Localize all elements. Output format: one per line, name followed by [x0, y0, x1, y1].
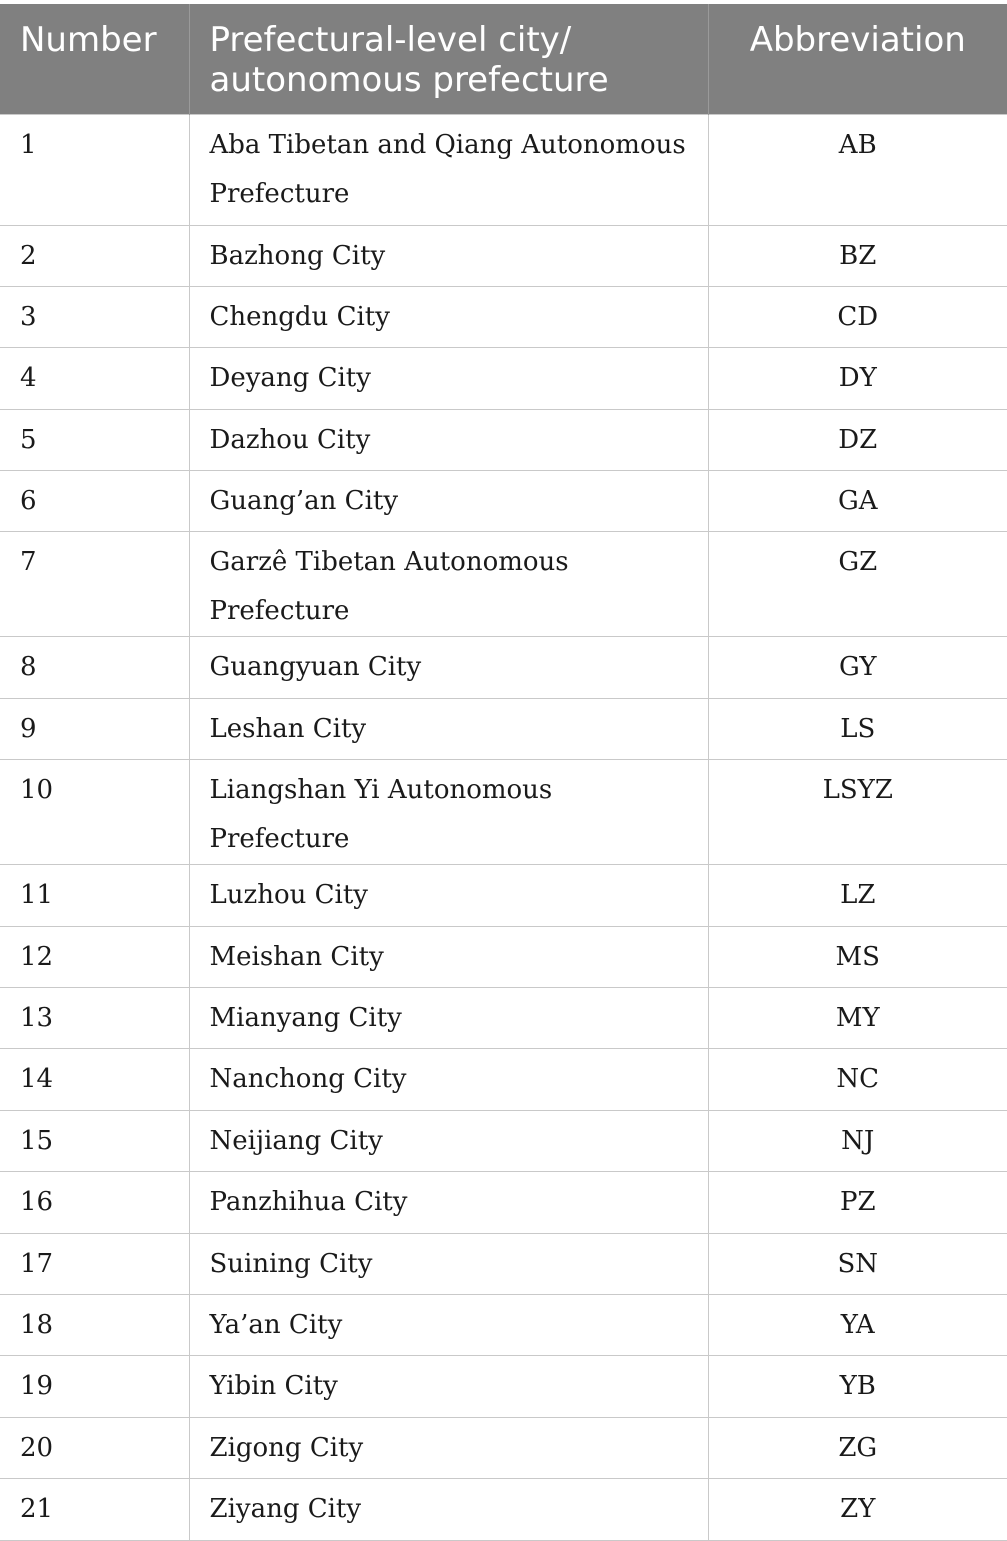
table-row: [0, 1356, 1007, 1417]
cell-abbreviation: MY: [708, 988, 1007, 1049]
cell-abbreviation: GA: [708, 471, 1007, 532]
cell-abbreviation: NJ: [708, 1110, 1007, 1171]
cell-city: Suining City: [189, 1233, 708, 1294]
cell-number: 13: [0, 988, 189, 1049]
table-row: [0, 988, 1007, 1049]
table-row: [0, 286, 1007, 347]
table-row: [0, 760, 1007, 865]
cell-abbreviation: MS: [708, 926, 1007, 987]
cell-city: Garzê Tibetan Autonomous Prefecture: [189, 532, 708, 637]
cell-city: Neijiang City: [189, 1110, 708, 1171]
table-row: [0, 471, 1007, 532]
cell-abbreviation: SN: [708, 1233, 1007, 1294]
table-row: [0, 1110, 1007, 1171]
header-city: Prefectural-level city/ autonomous prefecture: [189, 4, 708, 114]
cell-number: 7: [0, 532, 189, 637]
cell-city: Mianyang City: [189, 988, 708, 1049]
cell-abbreviation: YB: [708, 1356, 1007, 1417]
cell-number: 6: [0, 471, 189, 532]
table-row: [0, 865, 1007, 926]
cell-city: Leshan City: [189, 698, 708, 759]
cell-abbreviation: GZ: [708, 532, 1007, 637]
cell-number: 10: [0, 760, 189, 865]
cell-abbreviation: LS: [708, 698, 1007, 759]
table-row: [0, 1479, 1007, 1540]
cell-city: Aba Tibetan and Qiang Autonomous Prefecture: [189, 114, 708, 225]
cell-number: 16: [0, 1172, 189, 1233]
table-row: [0, 637, 1007, 698]
cell-number: 3: [0, 286, 189, 347]
city-abbreviation-table: [0, 4, 1007, 1541]
cell-city: Chengdu City: [189, 286, 708, 347]
cell-number: 19: [0, 1356, 189, 1417]
cell-city: Ya’an City: [189, 1294, 708, 1355]
cell-number: 15: [0, 1110, 189, 1171]
table-header: [0, 4, 1007, 114]
cell-abbreviation: LZ: [708, 865, 1007, 926]
cell-abbreviation: CD: [708, 286, 1007, 347]
table-row: [0, 926, 1007, 987]
cell-abbreviation: PZ: [708, 1172, 1007, 1233]
cell-abbreviation: AB: [708, 114, 1007, 225]
table-row: [0, 1417, 1007, 1478]
cell-number: 18: [0, 1294, 189, 1355]
cell-city: Meishan City: [189, 926, 708, 987]
cell-abbreviation: ZG: [708, 1417, 1007, 1478]
cell-number: 4: [0, 348, 189, 409]
table-row: [0, 1233, 1007, 1294]
cell-city: Luzhou City: [189, 865, 708, 926]
cell-city: Deyang City: [189, 348, 708, 409]
cell-number: 17: [0, 1233, 189, 1294]
cell-city: Dazhou City: [189, 409, 708, 470]
table-row: [0, 698, 1007, 759]
cell-abbreviation: GY: [708, 637, 1007, 698]
cell-number: 11: [0, 865, 189, 926]
cell-number: 14: [0, 1049, 189, 1110]
cell-abbreviation: DY: [708, 348, 1007, 409]
cell-city: Liangshan Yi Autonomous Prefecture: [189, 760, 708, 865]
cell-number: 8: [0, 637, 189, 698]
table-row: [0, 409, 1007, 470]
cell-abbreviation: BZ: [708, 225, 1007, 286]
cell-city: Ziyang City: [189, 1479, 708, 1540]
cell-abbreviation: ZY: [708, 1479, 1007, 1540]
table-row: [0, 225, 1007, 286]
cell-abbreviation: NC: [708, 1049, 1007, 1110]
table-row: [0, 1172, 1007, 1233]
table-body: [0, 114, 1007, 1540]
cell-number: 1: [0, 114, 189, 225]
cell-number: 21: [0, 1479, 189, 1540]
cell-abbreviation: YA: [708, 1294, 1007, 1355]
table-row: [0, 348, 1007, 409]
cell-abbreviation: DZ: [708, 409, 1007, 470]
header-row: [0, 4, 1007, 114]
cell-city: Guangyuan City: [189, 637, 708, 698]
cell-city: Guang’an City: [189, 471, 708, 532]
table-row: [0, 1049, 1007, 1110]
cell-number: 5: [0, 409, 189, 470]
cell-city: Bazhong City: [189, 225, 708, 286]
cell-city: Nanchong City: [189, 1049, 708, 1110]
table-row: [0, 532, 1007, 637]
cell-city: Zigong City: [189, 1417, 708, 1478]
cell-number: 12: [0, 926, 189, 987]
cell-city: Yibin City: [189, 1356, 708, 1417]
header-abbreviation: Abbreviation: [708, 4, 1007, 114]
table-row: [0, 114, 1007, 225]
cell-number: 9: [0, 698, 189, 759]
cell-number: 2: [0, 225, 189, 286]
table-row: [0, 1294, 1007, 1355]
cell-number: 20: [0, 1417, 189, 1478]
cell-city: Panzhihua City: [189, 1172, 708, 1233]
header-number: Number: [0, 4, 189, 114]
cell-abbreviation: LSYZ: [708, 760, 1007, 865]
